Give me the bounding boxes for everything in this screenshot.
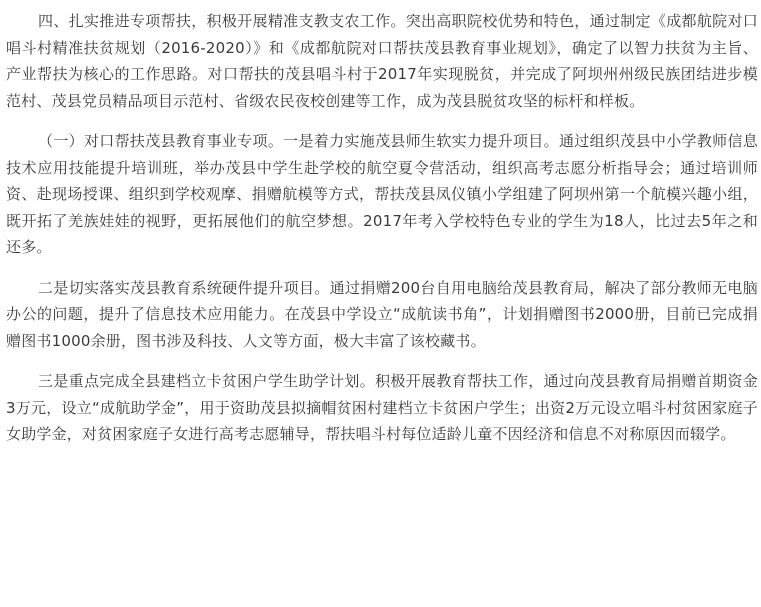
paragraph-hardware-project: 二是切实落实茂县教育系统硬件提升项目。通过捐赠200台自用电脑给茂县教育局，解决了部分教师无电脑办公的问题，提升了信息技术应用能力。在茂县中学设立“成航读书角”，计划捐赠图书2000册，目前已完成捐赠图书1000余册，图书涉及科技、人文等方面，极大丰富了该校藏书。: [6, 278, 758, 350]
paragraph-specialized-assistance: 四、扎实推进专项帮扶，积极开展精准支教支农工作。突出高职院校优势和特色，通过制定《成都航院对口唱斗村精准扶贫规划（2016-2020）》和《成都航院对口帮扶茂县教育事业规划》，确定了以智力扶贫为主旨、产业帮扶为核心的工作思路。对口帮扶的茂县唱斗村于2017年实现脱贫，并完成了阿坝州州级民族团结进步模范村、茂县党员精品项目示范村、省级农民夜校创建等工作，成为茂县脱贫攻坚的标杆和样板。: [6, 12, 758, 110]
paragraph-student-aid-plan: 三是重点完成全县建档立卡贫困户学生助学计划。积极开展教育帮扶工作，通过向茂县教育局捐赠首期资金3万元，设立“成航助学金”，用于资助茂县拟摘帽贫困村建档立卡贫困户学生；出资2万元设立唱斗村贫困家庭子女助学金，对贫困家庭子女进行高考志愿辅导，帮扶唱斗村每位适龄儿童不因经济和信息不对称原因而辍学。: [6, 372, 758, 443]
paragraph-education-project: （一）对口帮扶茂县教育事业专项。一是着力实施茂县师生软实力提升项目。通过组织茂县中小学教师信息技术应用技能提升培训班，举办茂县中学生赴学校的航空夏令营活动，组织高考志愿分析指导会；通过培训师资、赴现场授课、组织到学校观摩、捐赠航模等方式，帮扶茂县凤仪镇小学组建了阿坝州第一个航模兴趣小组，既开拓了羌族娃娃的视野，更拓展他们的航空梦想。2017年考入学校特色专业的学生为18人，比过去5年之和还多。: [6, 132, 758, 256]
